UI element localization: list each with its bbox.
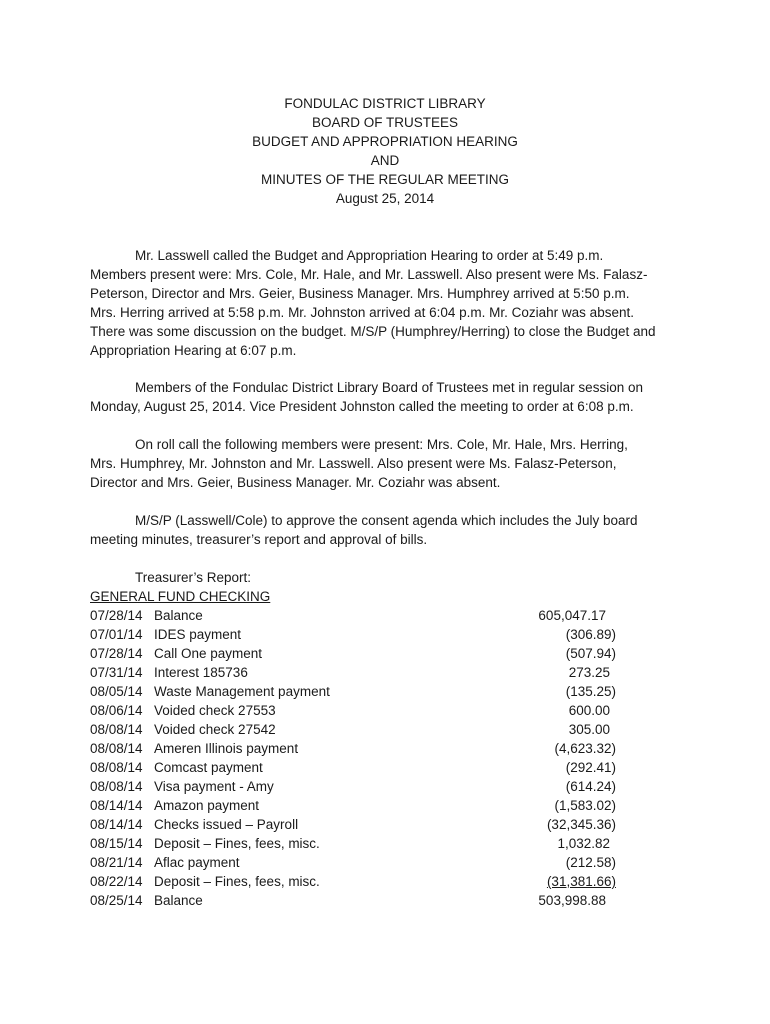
ledger-description: Voided check 27553: [154, 703, 276, 718]
ledger-amount: (614.24): [565, 779, 616, 794]
ledger-date: 08/22/14: [90, 874, 143, 889]
ledger-description: Voided check 27542: [154, 722, 276, 737]
ledger-amount: (135.25): [565, 684, 616, 699]
ledger-date: 08/14/14: [90, 798, 143, 813]
paragraph-consent-agenda: [90, 511, 690, 549]
treasurer-report-label: Treasurer’s Report:: [135, 570, 252, 585]
ledger-description: Interest 185736: [154, 665, 248, 680]
ledger-description: Deposit – Fines, fees, misc.: [154, 874, 320, 889]
ledger-date: 07/28/14: [90, 608, 143, 623]
ledger-description: Comcast payment: [154, 760, 263, 775]
header-date: August 25, 2014: [335, 191, 435, 206]
paragraph-line: Mrs. Herring arrived at 5:58 p.m. Mr. Johnston arrived at 6:04 p.m. Mr. Coziahr was absent.: [90, 305, 634, 320]
ledger-description: Ameren Illinois payment: [154, 741, 299, 756]
ledger-amount: (31,381.66): [546, 874, 616, 889]
ledger-amount: (507.94): [565, 646, 616, 661]
header-line: BOARD OF TRUSTEES: [311, 115, 459, 130]
ledger-date: 08/21/14: [90, 855, 143, 870]
ledger-row: [90, 796, 620, 815]
ledger-description: Call One payment: [154, 646, 263, 661]
document-header: [0, 94, 770, 208]
ledger-date: 08/08/14: [90, 741, 143, 756]
ledger-date: 08/08/14: [90, 779, 143, 794]
ledger-row: [90, 853, 620, 872]
paragraph-line: Mrs. Humphrey, Mr. Johnston and Mr. Lasswell. Also present were Ms. Falasz-Peterson,: [90, 456, 617, 471]
ledger-row: [90, 834, 620, 853]
paragraph-line: Members present were: Mrs. Cole, Mr. Hale, and Mr. Lasswell. Also present were Ms. Falasz-: [90, 267, 648, 282]
fund-title: GENERAL FUND CHECKING: [90, 589, 271, 604]
ledger-amount: 1,032.82: [557, 836, 610, 851]
ledger-amount: (212.58): [565, 855, 616, 870]
ledger-description: Amazon payment: [154, 798, 260, 813]
ledger-row: [90, 625, 620, 644]
paragraph-line: meeting minutes, treasurer’s report and approval of bills.: [90, 532, 428, 547]
ledger-row: [90, 758, 620, 777]
paragraph-line: M/S/P (Lasswell/Cole) to approve the consent agenda which includes the July board: [135, 513, 638, 528]
ledger-amount: (306.89): [565, 627, 616, 642]
header-line: MINUTES OF THE REGULAR MEETING: [260, 172, 510, 187]
ledger-row: [90, 891, 620, 910]
ledger-row: [90, 720, 620, 739]
ledger-row: [90, 682, 620, 701]
ledger-description: Visa payment - Amy: [154, 779, 274, 794]
ledger-description: Waste Management payment: [154, 684, 330, 699]
ledger-date: 07/28/14: [90, 646, 143, 661]
ledger-description: Balance: [154, 608, 203, 623]
ledger-row: [90, 777, 620, 796]
ledger-date: 08/14/14: [90, 817, 143, 832]
ledger-amount: 503,998.88: [538, 893, 606, 908]
paragraph-line: Mr. Lasswell called the Budget and Appropriation Hearing to order at 5:49 p.m.: [135, 248, 604, 263]
ledger-date: 08/06/14: [90, 703, 143, 718]
ledger-description: Aflac payment: [154, 855, 240, 870]
paragraph-line: There was some discussion on the budget. M/S/P (Humphrey/Herring) to close the Budget and: [90, 324, 656, 339]
header-line: FONDULAC DISTRICT LIBRARY: [284, 96, 486, 111]
paragraph-budget-hearing: [90, 246, 690, 360]
ledger-date: 08/05/14: [90, 684, 143, 699]
ledger-amount: (292.41): [565, 760, 616, 775]
paragraph-line: Appropriation Hearing at 6:07 p.m.: [90, 343, 297, 358]
paragraph-roll-call: [90, 435, 690, 492]
ledger-date: 08/08/14: [90, 722, 143, 737]
paragraph-line: Director and Mrs. Geier, Business Manager. Mr. Coziahr was absent.: [90, 475, 501, 490]
ledger-row: [90, 644, 620, 663]
paragraph-line: Members of the Fondulac District Library Board of Trustees met in regular session on: [135, 380, 643, 395]
header-line: BUDGET AND APPROPRIATION HEARING: [252, 134, 518, 149]
paragraph-line: On roll call the following members were present: Mrs. Cole, Mr. Hale, Mrs. Herring,: [135, 437, 628, 452]
ledger-row: [90, 663, 620, 682]
ledger-amount: 273.25: [568, 665, 610, 680]
paragraph-line: Peterson, Director and Mrs. Geier, Business Manager. Mrs. Humphrey arrived at 5:50 p.m.: [90, 286, 630, 301]
header-line: AND: [370, 153, 400, 168]
ledger-row: [90, 739, 620, 758]
ledger-table: [90, 606, 620, 910]
ledger-amount: 605,047.17: [538, 608, 606, 623]
ledger-date: 08/15/14: [90, 836, 143, 851]
paragraph-regular-session: [90, 378, 690, 416]
ledger-amount: 600.00: [568, 703, 610, 718]
ledger-amount: 305.00: [568, 722, 610, 737]
ledger-description: IDES payment: [154, 627, 242, 642]
ledger-amount: (32,345.36): [546, 817, 616, 832]
ledger-row: [90, 606, 620, 625]
ledger-date: 08/25/14: [90, 893, 143, 908]
ledger-row: [90, 701, 620, 720]
ledger-amount: (1,583.02): [554, 798, 616, 813]
ledger-description: Balance: [154, 893, 203, 908]
ledger-date: 07/01/14: [90, 627, 143, 642]
paragraph-line: Monday, August 25, 2014. Vice President Johnston called the meeting to order at 6:08 p.m.: [90, 399, 634, 414]
ledger-date: 07/31/14: [90, 665, 143, 680]
ledger-row: [90, 815, 620, 834]
ledger-description: Checks issued – Payroll: [154, 817, 299, 832]
ledger-row: [90, 872, 620, 891]
ledger-amount: (4,623.32): [554, 741, 616, 756]
ledger-date: 08/08/14: [90, 760, 143, 775]
ledger-description: Deposit – Fines, fees, misc.: [154, 836, 320, 851]
